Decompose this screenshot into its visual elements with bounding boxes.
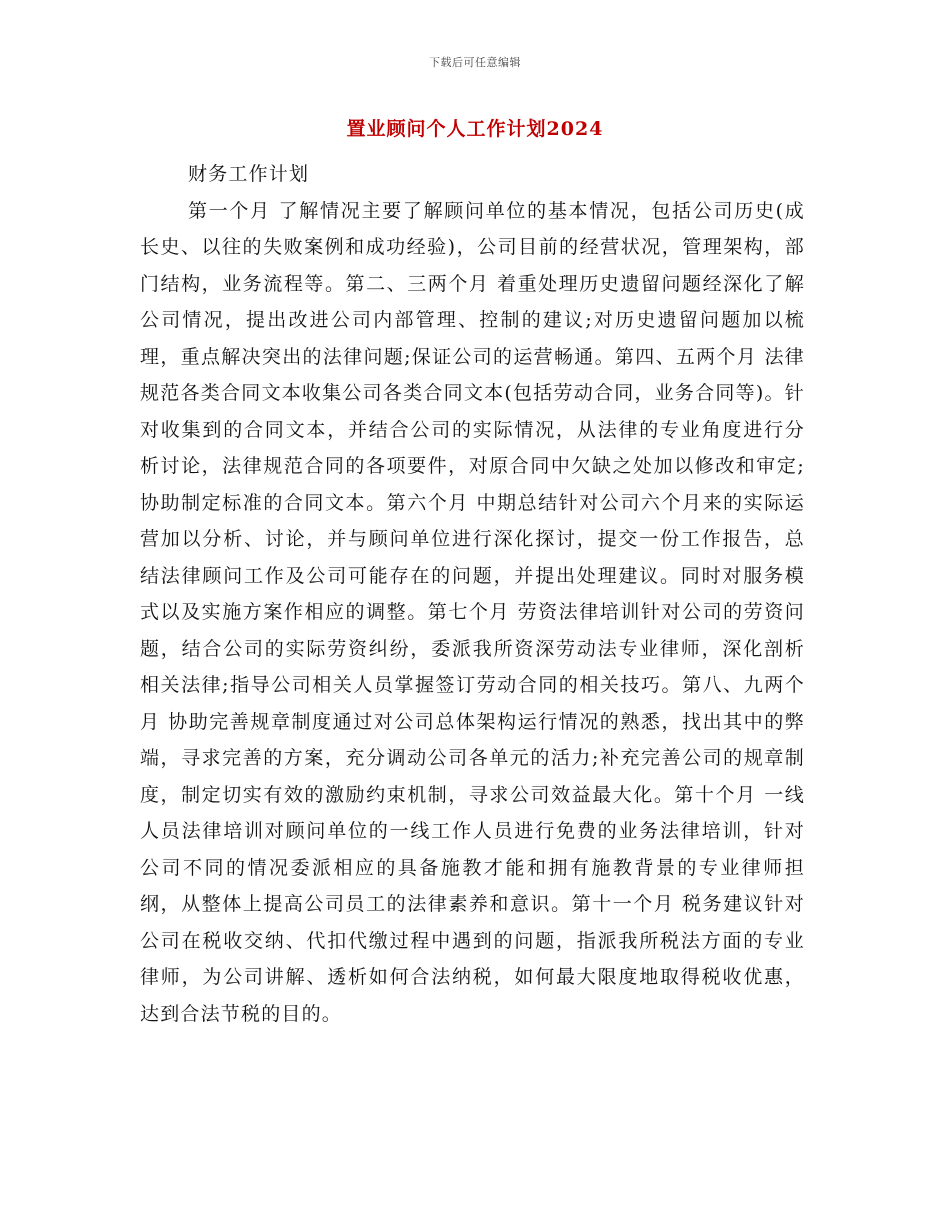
- header-note: 下载后可任意编辑: [429, 56, 521, 69]
- section-subheading: 财务工作计划: [188, 163, 310, 185]
- document-body: [140, 156, 805, 1032]
- document-title: 置业顾问个人工作计划2024: [346, 118, 604, 140]
- body-paragraph: 第一个月 了解情况主要了解顾问单位的基本情况，包括公司历史(成长史、以往的失败案例和成功经验)，公司目前的经营状况，管理架构，部门结构，业务流程等。第二、三两个月 着重处理历史遗留问题经深化了解公司情况，提出改进公司内部管理、控制的建议;对历史遗留问题加以梳理，重点解决突出的法律问题;保证公司的运营畅通。第四、五两个月 法律规范各类合同文本收集公司各类合同文本(包括劳动合同，业务合同等)。针对收集到的合同文本，并结合公司的实际情况，从法律的专业角度进行分析讨论，法律规范合同的各项要件，对原合同中欠缺之处加以修改和审定;协助制定标准的合同文本。第六个月 中期总结针对公司六个月来的实际运营加以分析、讨论，并与顾问单位进行深化探讨，提交一份工作报告，总结法律顾问工作及公司可能存在的问题，并提出处理建议。同时对服务模式以及实施方案作相应的调整。第七个月 劳资法律培训针对公司的劳资问题，结合公司的实际劳资纠纷，委派我所资深劳动法专业律师，深化剖析相关法律;指导公司相关人员掌握签订劳动合同的相关技巧。第八、九两个月 协助完善规章制度通过对公司总体架构运行情况的熟悉，找出其中的弊端，寻求完善的方案，充分调动公司各单元的活力;补充完善公司的规章制度，制定切实有效的激励约束机制，寻求公司效益最大化。第十个月 一线人员法律培训对顾问单位的一线工作人员进行免费的业务法律培训，针对公司不同的情况委派相应的具备施教才能和拥有施教背景的专业律师担纲，从整体上提高公司员工的法律素养和意识。第十一个月 税务建议针对公司在税收交纳、代扣代缴过程中遇到的问题，指派我所税法方面的专业律师，为公司讲解、透析如何合法纳税，如何最大限度地取得税收优惠，达到合法节税的目的。: [140, 199, 805, 1025]
